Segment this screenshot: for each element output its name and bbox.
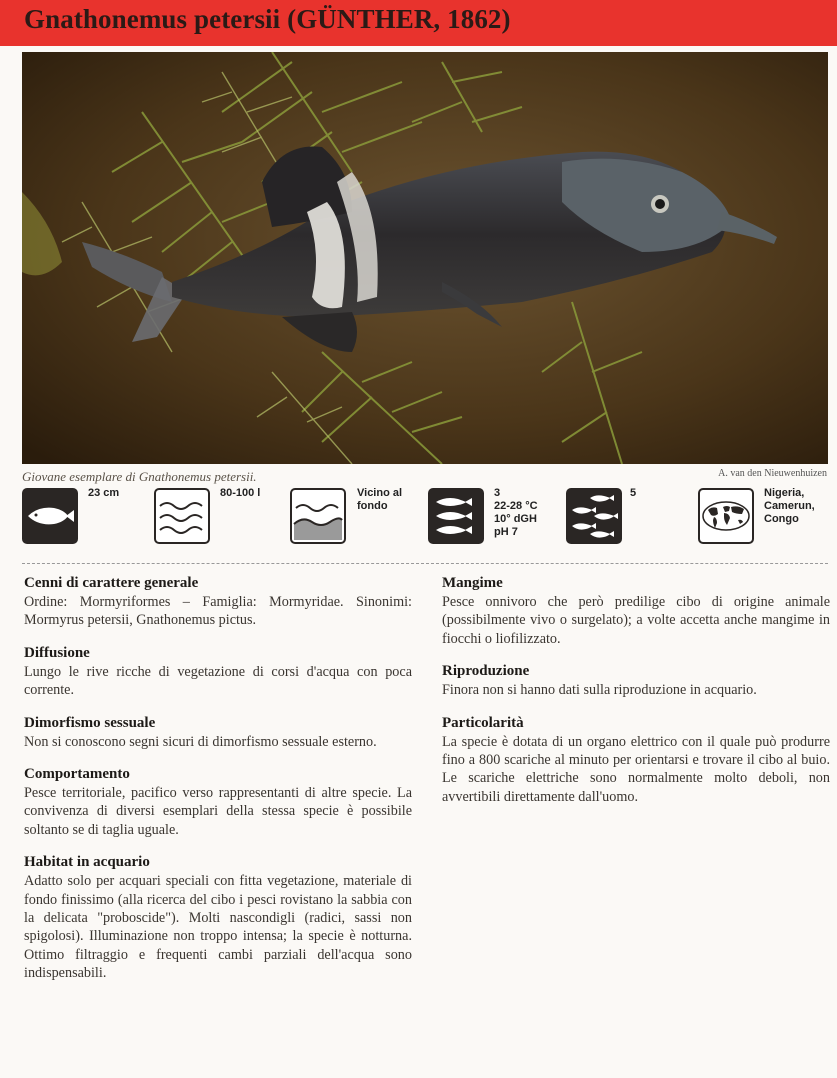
aquarium-volume-icon: [154, 488, 210, 544]
swimming-zone-icon: [290, 488, 346, 544]
page-title: Gnathonemus petersii (GÜNTHER, 1862): [24, 4, 511, 34]
water-parameters-icon: [428, 488, 484, 544]
section-body: Adatto solo per acquari speciali con fitta vegetazione, materiale di fondo finissimo (alla ricerca del cibo i pesci rovistano la sabbia con la delicata "proboscide"). Molti nascondigli (radici, sassi non spigolosi). Illuminazione non troppo intensa; la specie è notturna. Ottimo filtraggio e frequenti cambi parziali dell'acqua sono indispensabili.: [24, 873, 412, 982]
section-habitat: [24, 853, 412, 982]
school-fish-icon: [566, 488, 622, 544]
section-heading: Riproduzione: [442, 663, 530, 680]
school-fish-label: 5: [630, 487, 637, 499]
section-dimorphism: [24, 714, 412, 751]
world-map-icon: [698, 488, 754, 544]
section-body: La specie è dotata di un organo elettrico con il quale può produrre fino a 800 scariche al minuto per orientarsi e trovare il cibo al buio. Le scariche elettriche sono normalmente molto deboli, non avvertibili direttamente dall'uomo.: [442, 733, 830, 805]
section-heading: Diffusione: [24, 644, 90, 661]
section-divider: [22, 563, 828, 564]
section-food: [442, 574, 830, 648]
section-heading: Habitat in acquario: [24, 854, 150, 871]
section-heading: Particolarità: [442, 714, 524, 731]
title-bar: [0, 0, 837, 46]
section-particularity: [442, 714, 830, 807]
section-body: Pesce onnivoro che però predilige cibo di origine animale (possibilmente vivo o surgelato); a volte accetta anche mangime in fiocchi o liofilizzato.: [442, 594, 830, 647]
section-behaviour: [24, 765, 412, 839]
section-body: Pesce territoriale, pacifico verso rappresentanti di altre specie. La convivenza di diversi esemplari della stessa specie è possibile soltanto se di taglia uguale.: [24, 785, 412, 838]
photo-caption: Giovane esemplare di Gnathonemus petersii.: [22, 469, 257, 484]
aquarium-volume-label: 80-100 l: [220, 487, 261, 499]
section-body: Finora non si hanno dati sulla riproduzione in acquario.: [442, 682, 757, 699]
right-column: [442, 574, 830, 820]
section-reproduction: [442, 662, 830, 699]
fish-photo: [22, 52, 828, 464]
origin-label: Nigeria, Camerun, Congo: [764, 487, 815, 525]
section-general: [24, 574, 412, 630]
fish-length-label: 23 cm: [88, 487, 120, 499]
section-body: Non si conoscono segni sicuri di dimorfismo sessuale esterno.: [24, 733, 377, 750]
section-heading: Comportamento: [24, 766, 130, 783]
section-heading: Dimorfismo sessuale: [24, 714, 156, 731]
water-parameters-label: 3 22-28 °C 10° dGH pH 7: [494, 487, 538, 538]
left-column: [24, 574, 412, 997]
section-heading: Mangime: [442, 575, 503, 591]
swimming-zone-label: Vicino al fondo: [357, 487, 403, 512]
section-body: Lungo le rive ricche di vegetazione di corsi d'acqua con poca corrente.: [24, 663, 412, 699]
section-heading: Cenni di carattere generale: [24, 575, 199, 591]
photo-credit: A. van den Nieuwenhuizen: [718, 468, 827, 479]
fish-length-icon: [22, 488, 78, 544]
section-distribution: [24, 644, 412, 700]
section-body: Ordine: Mormyriformes – Famiglia: Mormyridae. Sinonimi: Mormyrus petersii, Gnathonemus pictus.: [24, 594, 412, 629]
